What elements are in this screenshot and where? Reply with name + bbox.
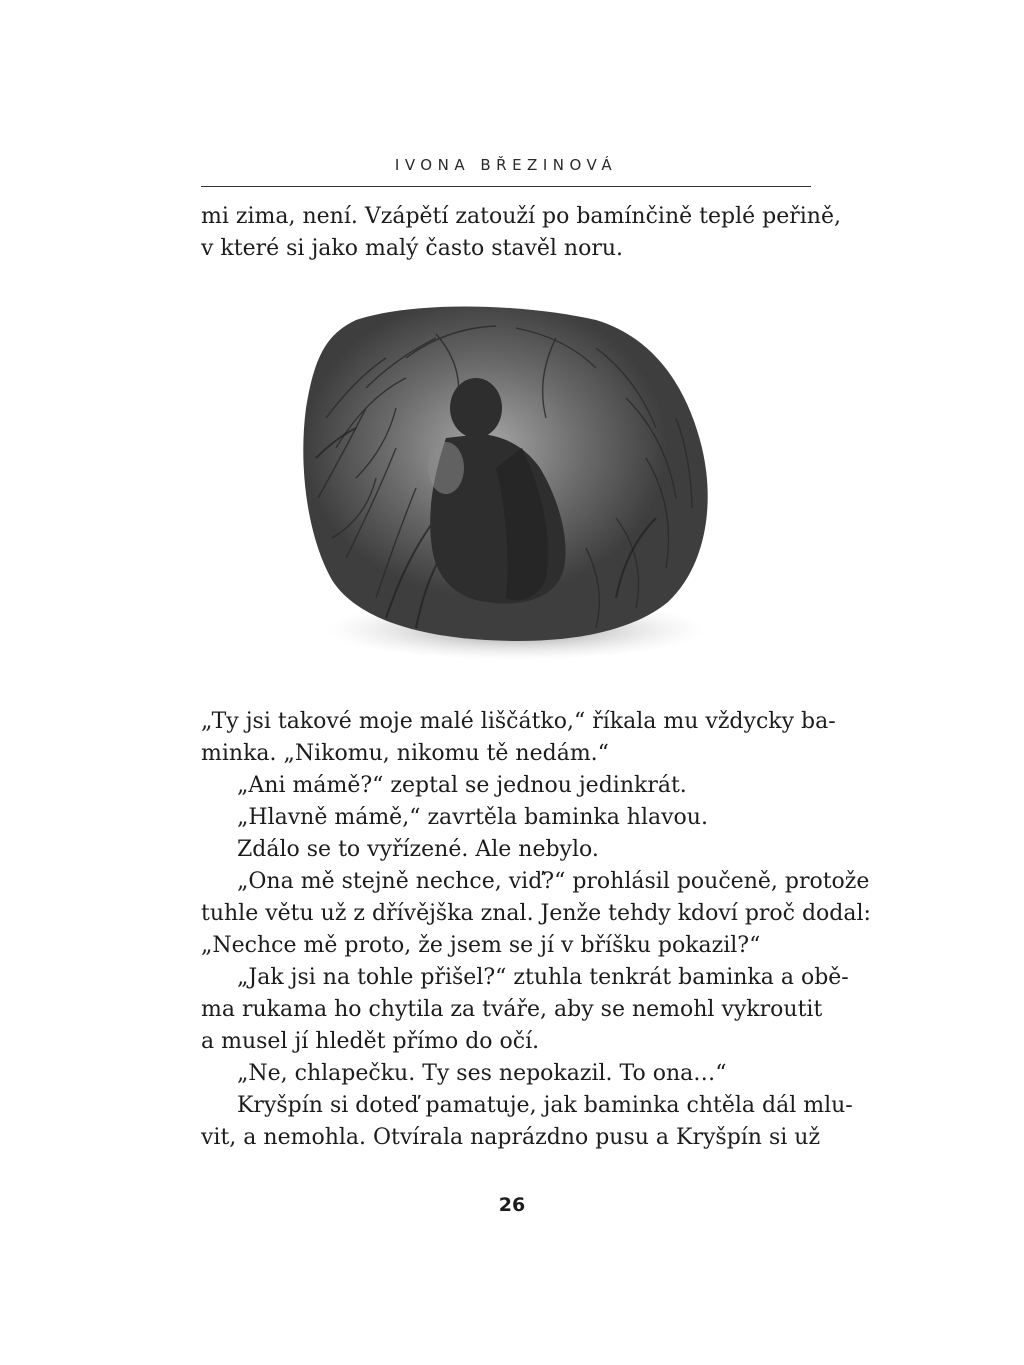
text-line: „Nechce mě proto, že jsem se jí v bříšku pokazil?“ [201,933,761,958]
text-line: Kryšpín si doteď pamatuje, jak baminka chtěla dál mlu- [237,1093,853,1118]
text-line: a musel jí hledět přímo do očí. [201,1029,540,1054]
text-line: ma rukama ho chytila za tváře, aby se nemohl vykroutit [201,997,823,1022]
top-paragraph [201,201,841,265]
text-line: mi zima, není. Vzápětí zatouží po bamínčině teplé peřině, [201,204,841,229]
text-line: tuhle větu už z dřívějška znal. Jenže tehdy kdoví proč dodal: [201,901,871,926]
illustration-boy-hugging-knees-icon [296,298,718,666]
text-line: minka. „Nikomu, nikomu tě nedám.“ [201,741,609,766]
text-line: „Ona mě stejně nechce, viď?“ prohlásil poučeně, protože [237,869,870,894]
text-line: Zdálo se to vyřízené. Ale nebylo. [237,837,599,862]
text-line: „Jak jsi na tohle přišel?“ ztuhla tenkrát baminka a obě- [237,965,849,990]
text-line: „Hlavně mámě,“ zavrtěla baminka hlavou. [237,805,708,830]
text-line: „Ty jsi takové moje malé liščátko,“ říkala mu vždycky ba- [201,709,836,734]
main-text [201,706,871,1154]
running-head-author: IVONA BŘEZINOVÁ [394,156,618,174]
text-line: „Ne, chlapečku. Ty ses nepokazil. To ona…“ [237,1061,727,1086]
header-rule [201,186,811,187]
text-line: v které si jako malý často stavěl noru. [201,236,624,261]
page-number: 26 [498,1194,526,1216]
text-line: vit, a nemohla. Otvírala naprázdno pusu a Kryšpín si už [201,1125,821,1150]
text-line: „Ani mámě?“ zeptal se jednou jedinkrát. [237,773,687,798]
